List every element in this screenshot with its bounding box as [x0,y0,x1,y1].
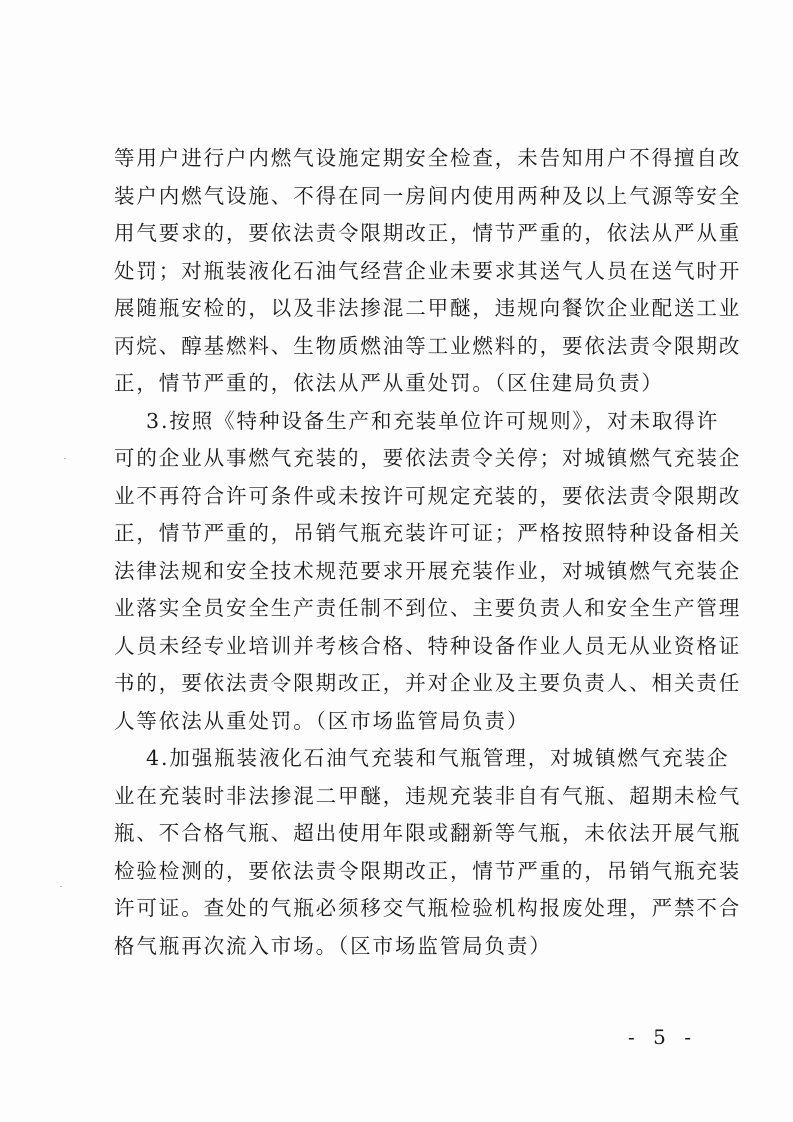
text-line: 许可证。查处的气瓶必须移交气瓶检验机构报废处理，严禁不合 [114,896,742,920]
text-line: 正，情节严重的，依法从严从重处罚。（区住建局负责） [114,371,664,395]
text-line: 业落实全员安全生产责任制不到位、主要负责人和安全生产管理 [114,596,742,620]
text-line: 人等依法从重处罚。（区市场监管局负责） [114,708,530,733]
text-line: 装户内燃气设施、不得在同一房间内使用两种及以上气源等安全 [114,183,742,208]
text-line: 等用户进行户内燃气设施定期安全检查，未告知用户不得擅自改 [114,146,742,170]
text-line: 书的，要依法责令限期改正，并对企业及主要负责人、相关责任 [114,671,742,695]
body-text [114,140,742,965]
text-line: 正，情节严重的，吊销气瓶充装许可证；严格按照特种设备相关 [114,521,742,545]
text-line: 检验检测的，要依法责令限期改正，情节严重的，吊销气瓶充装 [114,858,742,883]
text-line: 处罚；对瓶装液化石油气经营企业未要求其送气人员在送气时开 [114,258,742,283]
text-line: 丙烷、醇基燃料、生物质燃油等工业燃料的，要依法责令限期改 [114,333,742,358]
text-line: 格气瓶再次流入市场。（区市场监管局负责） [114,933,552,958]
text-line: 业在充装时非法掺混二甲醚，违规充装非自有气瓶、超期未检气 [114,783,742,808]
text-line: 用气要求的，要依法责令限期改正，情节严重的，依法从严从重 [114,221,742,245]
scan-speck [60,886,62,887]
page-number: - 5 - [628,1025,697,1049]
text-line: 瓶、不合格气瓶、超出使用年限或翻新等气瓶，未依法开展气瓶 [114,821,742,845]
text-line: 法律法规和安全技术规范要求开展充装作业，对城镇燃气充装企 [114,558,742,583]
paragraph-4-first-line: 4.加强瓶装液化石油气充装和气瓶管理，对城镇燃气充装企 [146,746,730,770]
text-line: 业不再符合许可条件或未按许可规定充装的，要依法责令限期改 [114,483,742,508]
paragraph-3-first-line: 3.按照《特种设备生产和充装单位许可规则》，对未取得许 [146,408,720,433]
text-line: 人员未经专业培训并考核合格、特种设备作业人员无从业资格证 [114,633,742,658]
text-line: 可的企业从事燃气充装的，要依法责令关停；对城镇燃气充装企 [114,446,742,470]
scan-speck [64,458,66,459]
text-line: 展随瓶安检的，以及非法掺混二甲醚，违规向餐饮企业配送工业 [114,296,742,320]
